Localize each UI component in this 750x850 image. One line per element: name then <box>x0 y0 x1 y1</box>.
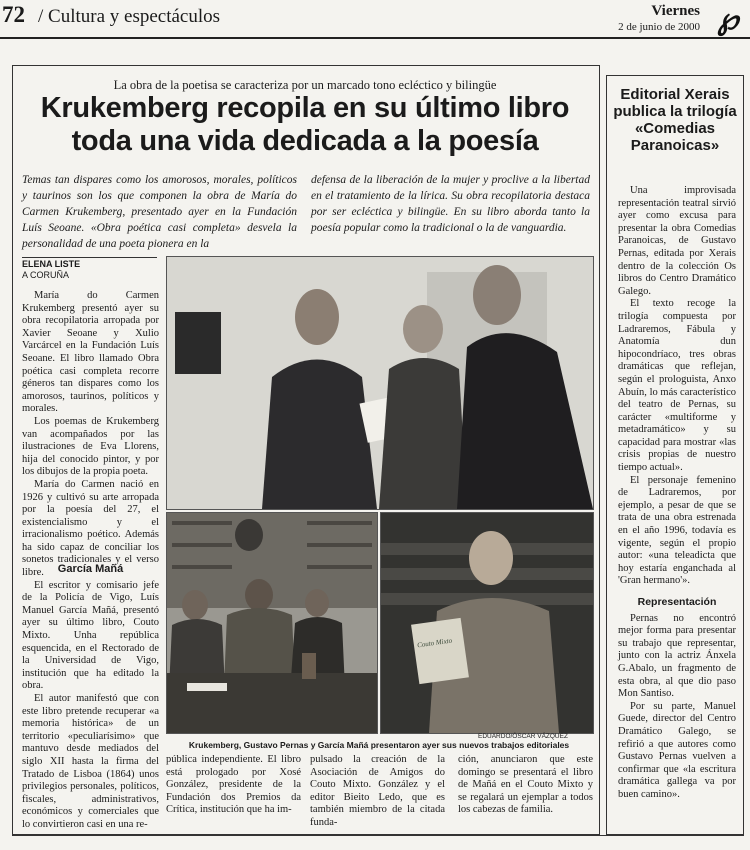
issue-date: 2 de junio de 2000 <box>618 21 700 33</box>
lead-right: defensa de la liberación de la mujer y proclive a la libertad en el tratamiento de la lírica. Su obra recopilatoria destaca por ser ecléctica y bilingüe. En su libro aborda tanto la poesía popular como la tradicional o la de vanguardia. <box>311 174 590 234</box>
body-paragraph: Los poemas de Krukemberg van acompañados por las ilustraciones de Eva Llorens, hija del conocido pintor, y por los dibujos de la propia poeta. <box>22 415 159 478</box>
photo-garcia-mana <box>166 512 378 734</box>
article-headline <box>20 92 590 158</box>
body-paragraph: María do Carmen nació en 1926 y cultivó su arte arropada por la poesía del 27, el existencialismo y el irracionalismo poético. Además ha sido capaz de conciliar los sonetos tradicionales y el verso libre. <box>22 478 159 579</box>
article-kicker: La obra de la poetisa se caracteriza por un marcado tono ecléctico y bilingüe <box>113 78 497 92</box>
lead-left: Temas tan dispares como los amorosos, morales, políticos y taurinos son los que componen la obra de María do Carmen Krukemberg, presentado ayer en la Fundación Luís Seoane. «Obra poética casi completa» desvela la personalidad de una poeta pionera en la <box>22 174 297 250</box>
book-title: Couto Mixto <box>416 636 453 650</box>
sidebar-paragraph: El personaje femenino de Ladraremos, por ejemplo, a pesar de que se trata de una obra estrenada en el año 1996, todavía es vigente, según el propio autor: «una teleadicta que hoy estaría enganchada al 'Gran hermano'». <box>618 474 736 587</box>
byline: ELENA LISTE <box>22 257 157 269</box>
photo-caption: Krukemberg, Gustavo Pernas y García Mañá presentaron ayer sus nuevos trabajos editoriales <box>188 740 570 750</box>
weekday: Viernes <box>651 3 700 19</box>
sidebar-paragraph: El texto recoge la trilogía compuesta por Ladraremos, Fábula y Anatomía dun hipocondríaco, tres obras dramáticas que reflejan, según el prologuista, Anxo Abuín, lo más característico del teatro de Pernas, su carácter «multiforme y metadramático» y su capacidad para mostrar «las crisis propias de nuestro tiempo actual». <box>618 298 736 474</box>
dateline-city: A CORUÑA <box>22 270 70 280</box>
bottom-column-3: ción, anunciaron que este domingo se presentará el libro de Mañá en el Couto Mixto y se regalará un ejemplar a todos los cabezas de familia. <box>458 754 593 816</box>
headline-line-1: Krukemberg recopila en su último libro <box>40 92 570 124</box>
photo-gustavo-pernas <box>380 512 594 734</box>
photo-credit: EDUARDO/ÓSCAR VÁZQUEZ <box>478 733 568 740</box>
subhead-garcia-mana: García Mañá <box>57 563 124 575</box>
body-paragraph: El autor manifestó que con este libro pretende recuperar «a memoria histórica» de un territorio «peculiarísimo» que mantuvo desde mediados del siglo XII hasta la firma del Tratado de Lisboa (1864) unos privilegios personales, políticos, fiscales, administrativos, económicos y comerciales que lo convirtieron casi en una re- <box>22 692 159 830</box>
bottom-column-1: pública independiente. El libro está prologado por Xosé González, presidente de la Fundación dos Premios da Crítica, institución que ha im- <box>166 754 301 816</box>
sidebar-paragraph: Pernas no encontró mejor forma para presentar su trabajo que representar, junto con la actriz Ánxela G.Abalo, un fragmento de esta obra, al que dio paso Mon Santiso. <box>618 612 736 700</box>
page-number: 72 <box>2 2 25 27</box>
photo-main-image <box>167 257 593 509</box>
sidebar-headline: Editorial Xerais publica la trilogía «Comedias Paranoicas» <box>613 86 737 154</box>
photo-right-image <box>381 513 593 733</box>
sidebar-paragraph: Por su parte, Manuel Guede, director del Centro Dramático Galego, se refirió a que autores como Gustavo Pernas vuelven a confirmar que «la escritura dramática gallega va por buen camino». <box>618 700 736 800</box>
sidebar-body <box>618 185 736 802</box>
body-column-1 <box>22 290 159 580</box>
newspaper-logo-icon: ℘ <box>717 3 739 36</box>
bottom-column-2: pulsado la creación de la Asociación de Amigos do Couto Mixto. González y el editor Bieito Ledo, que es también miembro de la citada funda- <box>310 754 445 828</box>
header-rule <box>0 37 750 39</box>
sidebar-subhead: Representación <box>637 596 717 608</box>
body-paragraph: El escritor y comisario jefe de la Policía de Vigo, Luís Manuel García Mañá, presentó ayer su último libro, Couto Mixto. Unha república esquencida, en el Rectorado de la Universidad de Vigo, institución que ha editado la obra. <box>22 579 159 692</box>
bottom-rule <box>12 835 744 836</box>
headline-line-2: toda una vida dedicada a la poesía <box>71 125 539 157</box>
section-name: / Cultura y espectáculos <box>38 6 221 27</box>
body-paragraph: María do Carmen Krukemberg presentó ayer su obra recopilatoria arropada por Xavier Seoane y Xulio Varcárcel en la Fundación Luís Seoane. El libro llamado Obra poética casi completa recorre géneros tan dispares como los amorosos, taurinos, políticos y morales. <box>22 290 159 415</box>
body-column-1-continued <box>22 563 159 831</box>
photo-krukemberg-presentation <box>166 256 594 510</box>
photo-left-image <box>167 513 377 733</box>
sidebar-paragraph: Una improvisada representación teatral sirvió ayer como excusa para presentar la obra Comedias Paranoicas, de Gustavo Pernas, editada por Xerais dentro de la colección Os libros do Centro Dramático Galego. <box>618 185 736 297</box>
